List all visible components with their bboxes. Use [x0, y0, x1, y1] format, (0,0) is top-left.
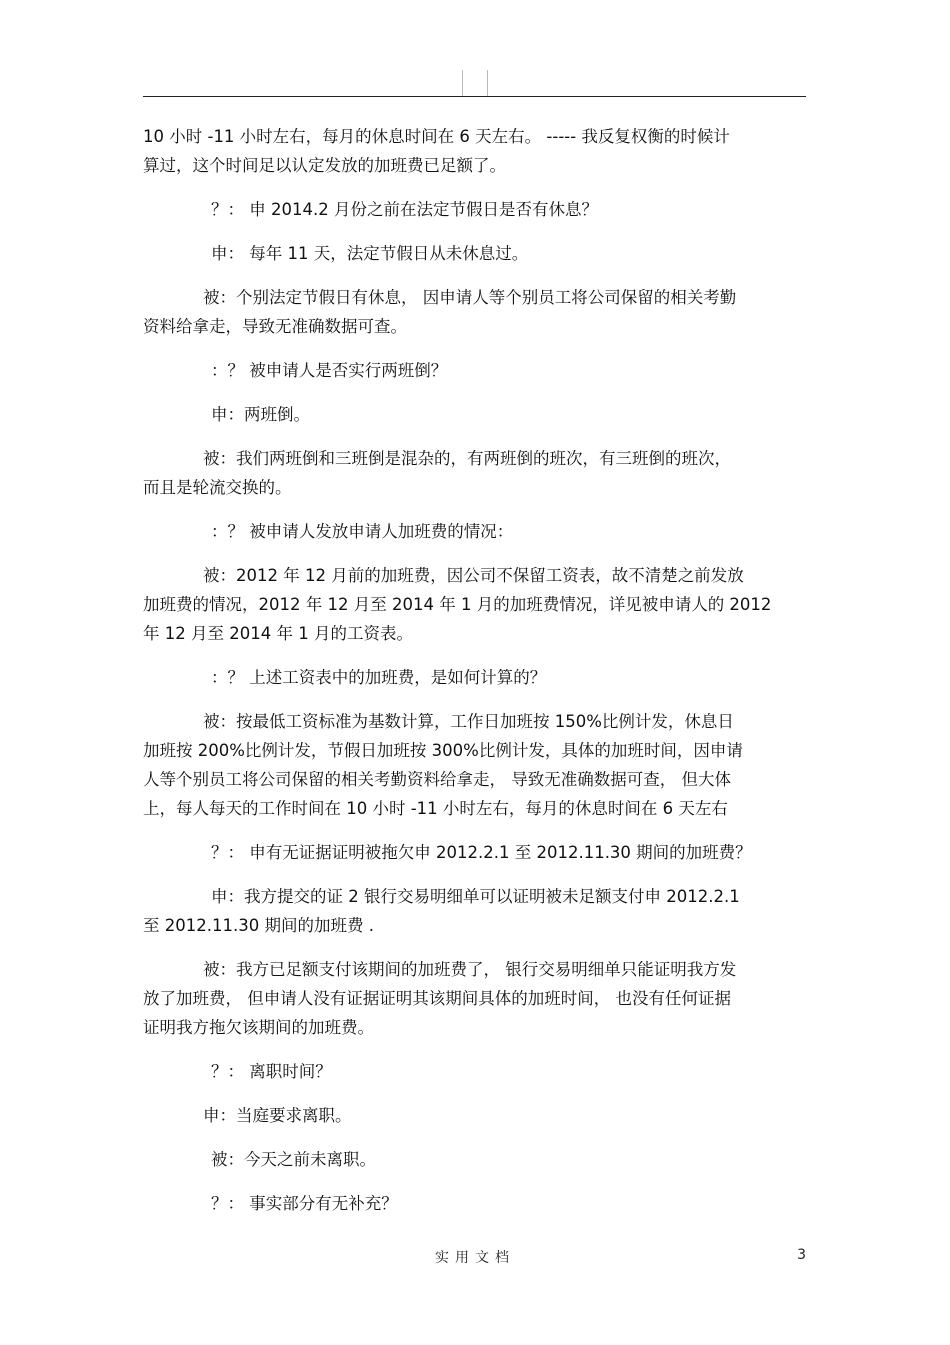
text-line: 加班按 200%比例计发，节假日加班按 300%比例计发，具体的加班时间，因申请 [143, 741, 743, 760]
text-line: 资料给拿走，导致无准确数据可查。 [143, 317, 407, 336]
paragraph [143, 955, 813, 1042]
text-line: ：？ 上述工资表中的加班费，是如何计算的？ [211, 668, 547, 687]
text-line: 被：2012 年 12 月前的加班费，因公司不保留工资表，故不清楚之前发放 [203, 566, 744, 585]
text-line: 申：我方提交的证 2 银行交易明细单可以证明被未足额支付申 2012.2.1 [211, 887, 740, 906]
text-line: 被：我们两班倒和三班倒是混杂的，有两班倒的班次，有三班倒的班次， [203, 449, 731, 468]
text-line: ：？ 被申请人发放申请人加班费的情况： [211, 522, 514, 541]
text-line: ？： 申有无证据证明被拖欠申 2012.2.1 至 2012.11.30 期间的加班费？ [211, 843, 752, 862]
text-line: 申：当庭要求离职。 [203, 1106, 352, 1125]
text-line: 而且是轮流交换的。 [143, 478, 292, 497]
paragraph [143, 882, 813, 940]
paragraph [143, 283, 813, 341]
paragraph [143, 195, 813, 224]
text-line: 加班费的情况，2012 年 12 月至 2014 年 1 月的加班费情况，详见被申请人的 2012 [143, 595, 772, 614]
text-line: ？： 离职时间？ [211, 1062, 332, 1081]
paragraph [143, 1189, 813, 1218]
footer-label: 实用文档 [435, 1250, 515, 1266]
text-line: 10 小时 -11 小时左右，每月的休息时间在 6 天左右。 ----- 我反复权衡的时候计 [143, 127, 730, 146]
paragraph [143, 1057, 813, 1086]
paragraph [143, 1101, 813, 1130]
document-body [143, 122, 813, 1233]
text-line: ？： 申 2014.2 月份之前在法定节假日是否有休息？ [211, 200, 598, 219]
paragraph [143, 444, 813, 502]
paragraph [143, 838, 813, 867]
text-line: 算过，这个时间足以认定发放的加班费已足额了。 [143, 156, 506, 175]
paragraph [143, 356, 813, 385]
text-line: ：？ 被申请人是否实行两班倒？ [211, 361, 448, 380]
text-line: 年 12 月至 2014 年 1 月的工资表。 [143, 624, 413, 643]
text-line: 放了加班费， 但申请人没有证据证明其该期间具体的加班时间， 也没有任何证据 [143, 989, 731, 1008]
text-line: 申： 每年 11 天，法定节假日从未休息过。 [211, 244, 529, 263]
paragraph [143, 561, 813, 648]
paragraph [143, 517, 813, 546]
text-line: 被：我方已足额支付该期间的加班费了， 银行交易明细单只能证明我方发 [203, 960, 737, 979]
header-tick-left [462, 70, 463, 96]
header-tick-right [487, 70, 488, 96]
text-line: 上，每人每天的工作时间在 10 小时 -11 小时左右，每月的休息时间在 6 天左右 [143, 799, 728, 818]
text-line: 被：个别法定节假日有休息， 因申请人等个别员工将公司保留的相关考勤 [203, 288, 737, 307]
paragraph [143, 122, 813, 180]
page-number: 3 [797, 1247, 806, 1263]
text-line: 至 2012.11.30 期间的加班费 . [143, 916, 374, 935]
text-line: 被：按最低工资标准为基数计算，工作日加班按 150%比例计发，休息日 [203, 712, 734, 731]
text-line: ？： 事实部分有无补充？ [211, 1194, 398, 1213]
text-line: 证明我方拖欠该期间的加班费。 [143, 1018, 374, 1037]
paragraph [143, 707, 813, 823]
text-line: 人等个别员工将公司保留的相关考勤资料给拿走， 导致无准确数据可查， 但大体 [143, 770, 731, 789]
header-rule [143, 96, 806, 97]
text-line: 申：两班倒。 [211, 405, 310, 424]
paragraph [143, 1145, 813, 1174]
paragraph [143, 400, 813, 429]
paragraph [143, 239, 813, 268]
text-line: 被：今天之前未离职。 [211, 1150, 376, 1169]
paragraph [143, 663, 813, 692]
